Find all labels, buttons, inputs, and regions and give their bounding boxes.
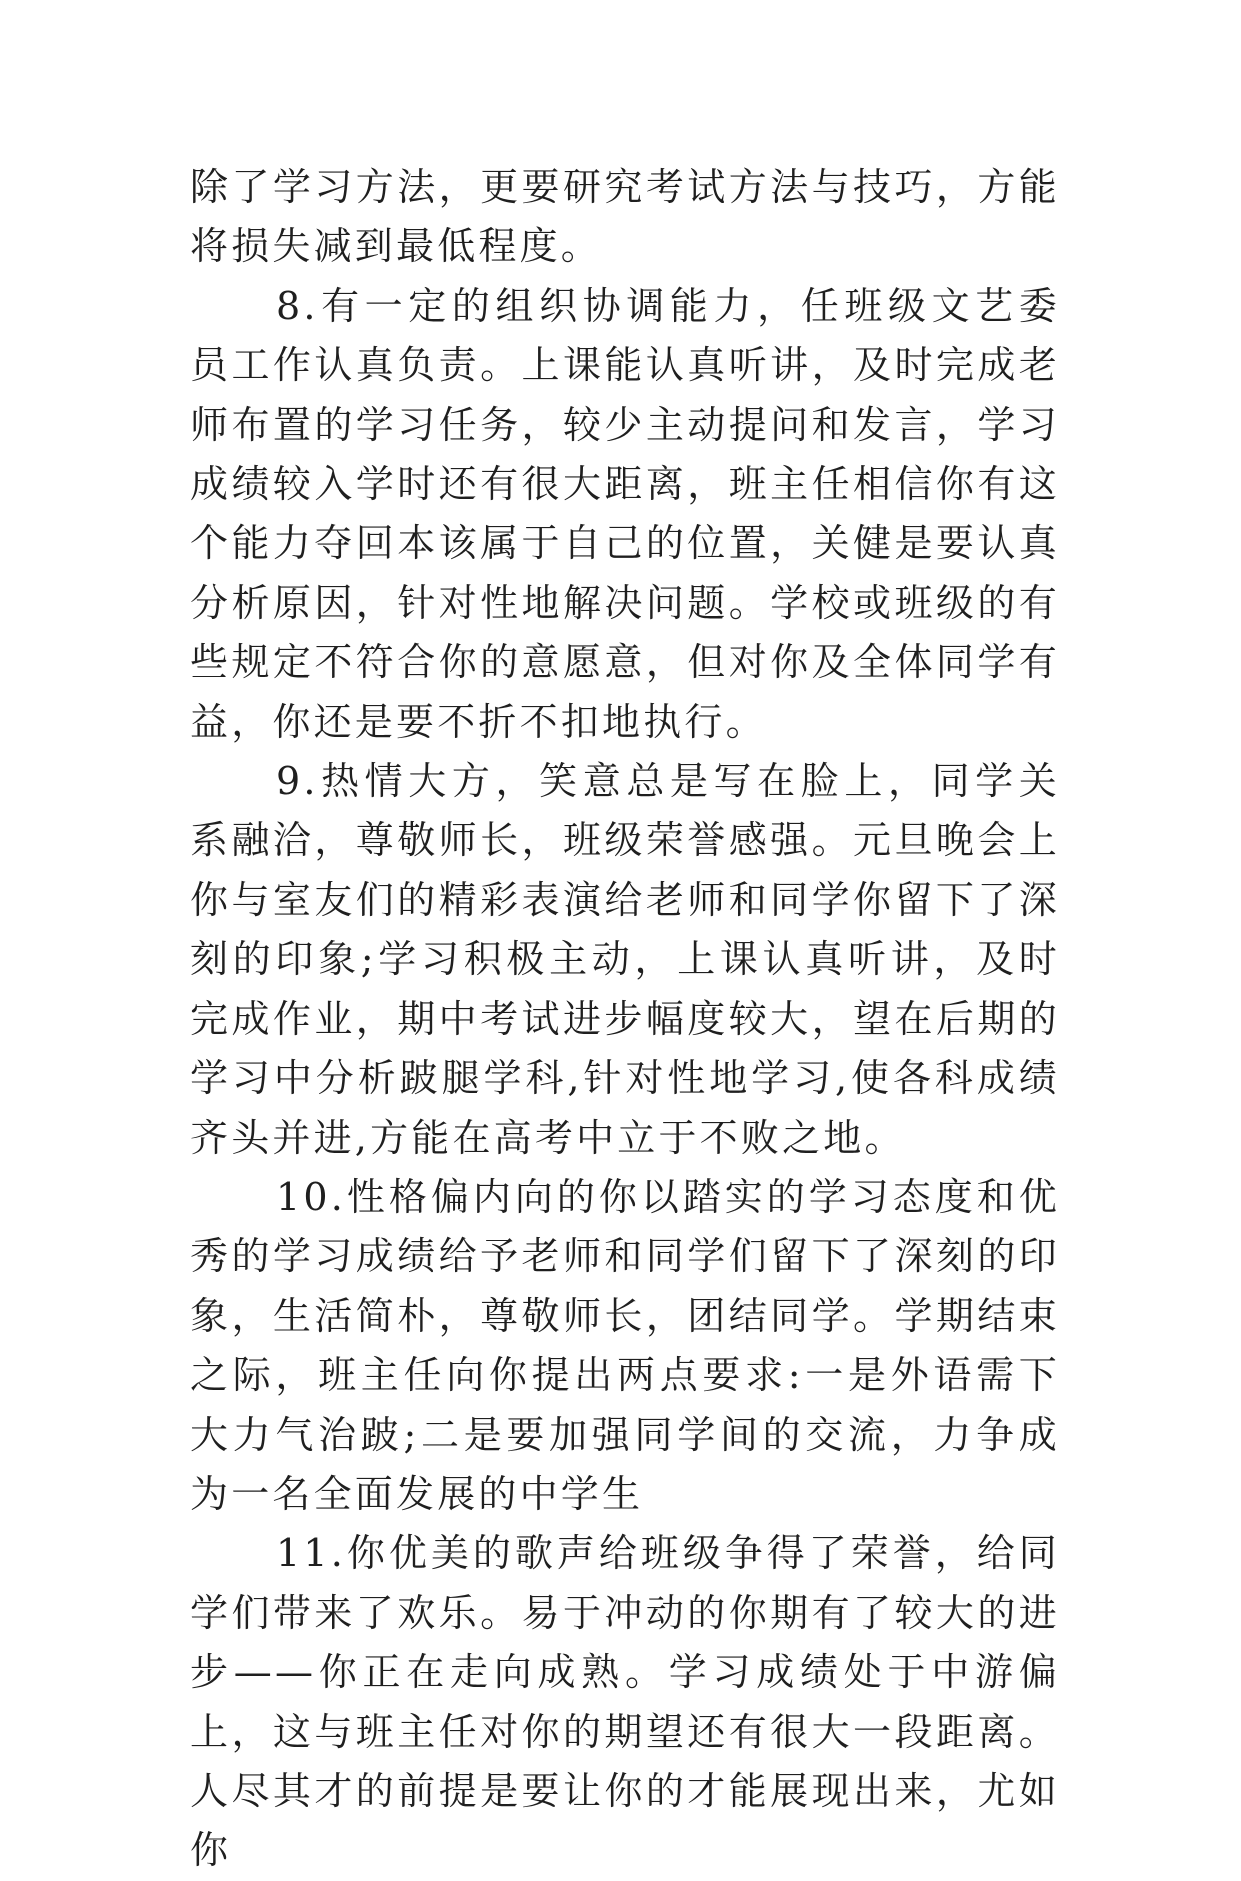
paragraph-comment-9: 9.热情大方，笑意总是写在脸上，同学关系融洽，尊敬师长，班级荣誉感强。元旦晚会上你与室友们的精彩表演给老师和同学你留下了深刻的印象;学习积极主动，上课认真听讲，及时完成作业，期中考试进步幅度较大，望在后期的学习中分析跛腿学科,针对性地学习,使各科成绩齐头并进,方能在高考中立于不败之地。 [190, 759, 1060, 1160]
paragraph-comment-11: 11.你优美的歌声给班级争得了荣誉，给同学们带来了欢乐。易于冲动的你期有了较大的进步——你正在走向成熟。学习成绩处于中游偏上，这与班主任对你的期望还有很大一段距离。人尽其才的前提是要让你的才能展现出来，尤如你 [190, 1531, 1060, 1873]
paragraph-comment-8: 8.有一定的组织协调能力，任班级文艺委员工作认真负责。上课能认真听讲，及时完成老师布置的学习任务，较少主动提问和发言，学习成绩较入学时还有很大距离，班主任相信你有这个能力夺回本该属于自己的位置，关健是要认真分析原因，针对性地解决问题。学校或班级的有些规定不符合你的意愿意，但对你及全体同学有益，你还是要不折不扣地执行。 [190, 283, 1060, 744]
document-body [190, 158, 1060, 1881]
paragraph-comment-10: 10.性格偏内向的你以踏实的学习态度和优秀的学习成绩给予老师和同学们留下了深刻的印象，生活简朴，尊敬师长，团结同学。学期结束之际，班主任向你提出两点要求:一是外语需下大力气治跛;二是要加强同学间的交流，力争成为一名全面发展的中学生 [190, 1174, 1060, 1516]
paragraph-continuation: 除了学习方法，更要研究考试方法与技巧，方能将损失减到最低程度。 [190, 165, 1060, 269]
